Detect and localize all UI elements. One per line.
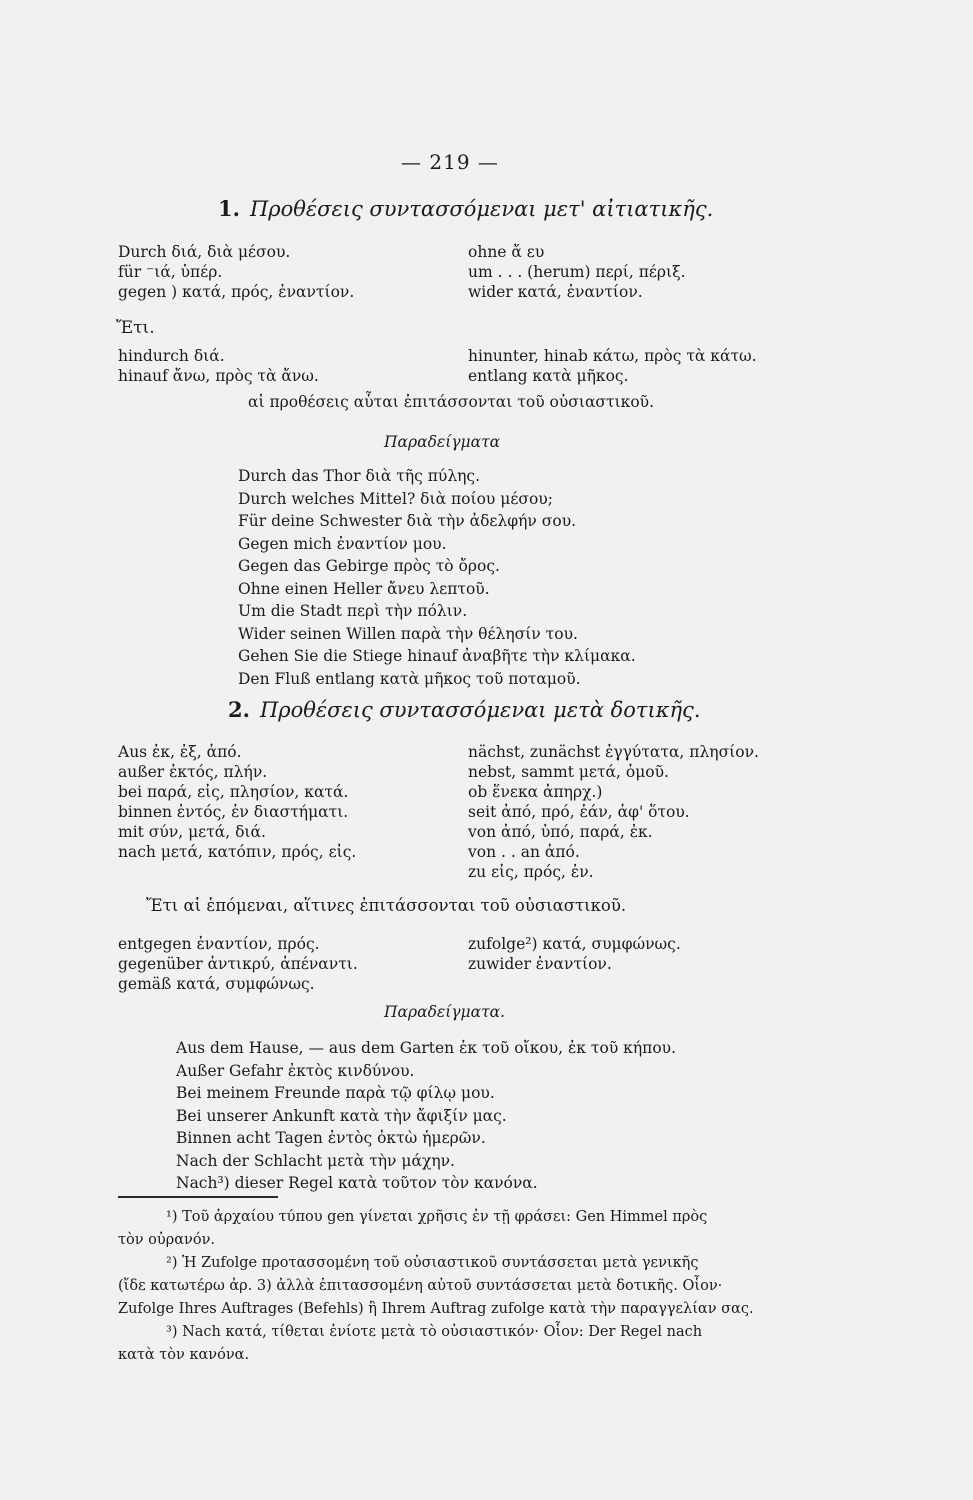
list-item: binnen ἐντός, ἐν διαστήματι. bbox=[118, 803, 349, 821]
section-1-right-column bbox=[468, 242, 686, 302]
section-1-number: 1. bbox=[218, 196, 240, 221]
footnotes bbox=[118, 1206, 808, 1367]
list-item: von . . an ἀπό. bbox=[468, 843, 580, 861]
section-2-right-column-2 bbox=[468, 934, 681, 974]
example-line: Um die Stadt περὶ τὴν πόλιν. bbox=[238, 602, 468, 620]
example-line: Gehen Sie die Stiege hinauf ἀναβῆτε τὴν κλίμακα. bbox=[238, 647, 636, 665]
list-item: um . . . (herum) περί, πέριξ. bbox=[468, 263, 686, 281]
example-line: Bei unserer Ankunft κατὰ τὴν ἄφιξίν μας. bbox=[176, 1106, 507, 1125]
example-line: Nach der Schlacht μετὰ τὴν μάχην. bbox=[176, 1151, 455, 1170]
list-item: nach μετά, κατόπιν, πρός, εἰς. bbox=[118, 843, 357, 861]
section-2-note: Ἔτι αἱ ἑπόμεναι, αἵτινες ἐπιτάσσονται τοῦ οὐσιαστικοῦ. bbox=[146, 896, 627, 915]
list-item: zuwider ἐναντίον. bbox=[468, 955, 612, 973]
list-item: hinunter, hinab κάτω, πρὸς τὰ κάτω. bbox=[468, 347, 757, 365]
page-number: — 219 — bbox=[401, 150, 499, 174]
list-item: Durch διά, διὰ μέσου. bbox=[118, 243, 291, 261]
example-line: Aus dem Hause, — aus dem Garten ἐκ τοῦ οἴκου, ἐκ τοῦ κήπου. bbox=[176, 1039, 677, 1057]
list-item: für ⁻ιά, ὑπέρ. bbox=[118, 263, 223, 281]
list-item: nächst, zunächst ἐγγύτατα, πλησίον. bbox=[468, 743, 759, 761]
section-2-title: Προθέσεις συντασσόμεναι μετὰ δοτικῆς. bbox=[259, 698, 701, 722]
footnote-line: (ἴδε κατωτέρω ἀρ. 3) ἀλλὰ ἐπιτασσομένη αὐτοῦ συντάσσεται μετὰ δοτικῆς. Οἷον· bbox=[118, 1278, 723, 1294]
example-line: Für deine Schwester διὰ τὴν ἀδελφήν σου. bbox=[238, 512, 577, 530]
section-1-left-column bbox=[118, 242, 354, 302]
list-item: gegen ) κατά, πρός, ἐναντίον. bbox=[118, 283, 355, 301]
section-1-eti: Ἔτι. bbox=[116, 318, 155, 338]
list-item: entlang κατὰ μῆκος. bbox=[468, 367, 629, 385]
section-2-right-column bbox=[468, 742, 759, 882]
example-line: Nach³) dieser Regel κατὰ τοῦτον τὸν κανόνα. bbox=[176, 1174, 538, 1192]
section-1-note: αἱ προθέσεις αὗται ἐπιτάσσονται τοῦ οὐσιαστικοῦ. bbox=[248, 393, 655, 411]
list-item: von ἀπό, ὑπό, παρά, ἐκ. bbox=[468, 823, 653, 841]
list-item: mit σύν, μετά, διά. bbox=[118, 823, 266, 841]
example-line: Wider seinen Willen παρὰ τὴν θέλησίν του. bbox=[238, 624, 578, 643]
footnote-line: ²) Ἡ Zufolge προτασσομένη τοῦ οὐσιαστικοῦ συντάσσεται μετὰ γενικῆς bbox=[166, 1255, 699, 1271]
footnote-divider bbox=[118, 1196, 278, 1198]
footnote-2 bbox=[118, 1252, 808, 1321]
section-2-left-column bbox=[118, 742, 356, 862]
list-item: gegenüber ἀντικρύ, ἀπέναντι. bbox=[118, 955, 358, 973]
example-line: Durch welches Mittel? διὰ ποίου μέσου; bbox=[238, 489, 553, 508]
list-item: zufolge²) κατά, συμφώνως. bbox=[468, 935, 681, 953]
footnote-line: ³) Nach κατά, τίθεται ἐνίοτε μετὰ τὸ οὐσιαστικόν· Οἷον: Der Regel nach bbox=[166, 1324, 703, 1340]
list-item: wider κατά, ἐναντίον. bbox=[468, 283, 643, 301]
example-line: Bei meinem Freunde παρὰ τῷ φίλῳ μου. bbox=[176, 1084, 495, 1102]
example-line: Durch das Thor διὰ τῆς πύλης. bbox=[238, 467, 481, 485]
section-1-heading bbox=[218, 196, 713, 221]
section-2-examples bbox=[176, 1037, 676, 1195]
list-item: bei παρά, εἰς, πλησίον, κατά. bbox=[118, 783, 349, 801]
example-line: Gegen mich ἐναντίον μου. bbox=[238, 534, 447, 553]
list-item: nebst, sammt μετά, ὁμοῦ. bbox=[468, 763, 669, 781]
section-2-number: 2. bbox=[228, 697, 250, 722]
example-line: Den Fluß entlang κατὰ μῆκος τοῦ ποταμοῦ. bbox=[238, 669, 581, 688]
section-2-examples-heading: Παραδείγματα. bbox=[384, 1003, 506, 1021]
list-item: hindurch διά. bbox=[118, 347, 225, 365]
footnote-3 bbox=[118, 1321, 808, 1367]
list-item: seit ἀπό, πρό, ἐάν, ἀφ' ὅτου. bbox=[468, 803, 690, 821]
section-1-left-column-2 bbox=[118, 346, 319, 386]
footnote-line: κατὰ τὸν κανόνα. bbox=[118, 1347, 250, 1363]
section-1-examples-heading: Παραδείγματα bbox=[384, 433, 501, 451]
example-line: Gegen das Gebirge πρὸς τὸ ὄρος. bbox=[238, 557, 500, 575]
section-2-heading bbox=[228, 697, 701, 722]
list-item: zu εἰς, πρός, ἐν. bbox=[468, 863, 594, 881]
example-line: Binnen acht Tagen ἐντὸς ὀκτὼ ἡμερῶν. bbox=[176, 1129, 486, 1147]
section-1-title: Προθέσεις συντασσόμεναι μετ' αἰτιατικῆς. bbox=[249, 197, 714, 221]
example-line: Ohne einen Heller ἄνευ λεπτοῦ. bbox=[238, 579, 490, 598]
footnote-1 bbox=[118, 1206, 808, 1252]
list-item: außer ἐκτός, πλήν. bbox=[118, 763, 268, 781]
list-item: gemäß κατά, συμφώνως. bbox=[118, 975, 315, 993]
list-item: hinauf ἄνω, πρὸς τὰ ἄνω. bbox=[118, 367, 319, 385]
section-2-left-column-2 bbox=[118, 934, 358, 994]
footnote-line: Zufolge Ihres Auftrages (Befehls) ἢ Ihrem Auftrag zufolge κατὰ τὴν παραγγελίαν σας. bbox=[118, 1301, 754, 1317]
list-item: ob ἕνεκα ἀπηρχ.) bbox=[468, 783, 603, 801]
section-1-right-column-2 bbox=[468, 346, 757, 386]
section-1-examples bbox=[238, 465, 636, 690]
list-item: entgegen ἐναντίον, πρός. bbox=[118, 935, 320, 953]
footnote-line: τὸν οὐρανόν. bbox=[118, 1232, 216, 1248]
list-item: ohne ἄ ευ bbox=[468, 243, 545, 261]
example-line: Außer Gefahr ἐκτὸς κινδύνου. bbox=[176, 1061, 415, 1080]
footnote-line: ¹) Τοῦ ἀρχαίου τύπου gen γίνεται χρῆσις ἐν τῇ φράσει: Gen Himmel πρὸς bbox=[166, 1209, 708, 1225]
list-item: Aus ἐκ, ἐξ, ἀπό. bbox=[118, 743, 242, 761]
